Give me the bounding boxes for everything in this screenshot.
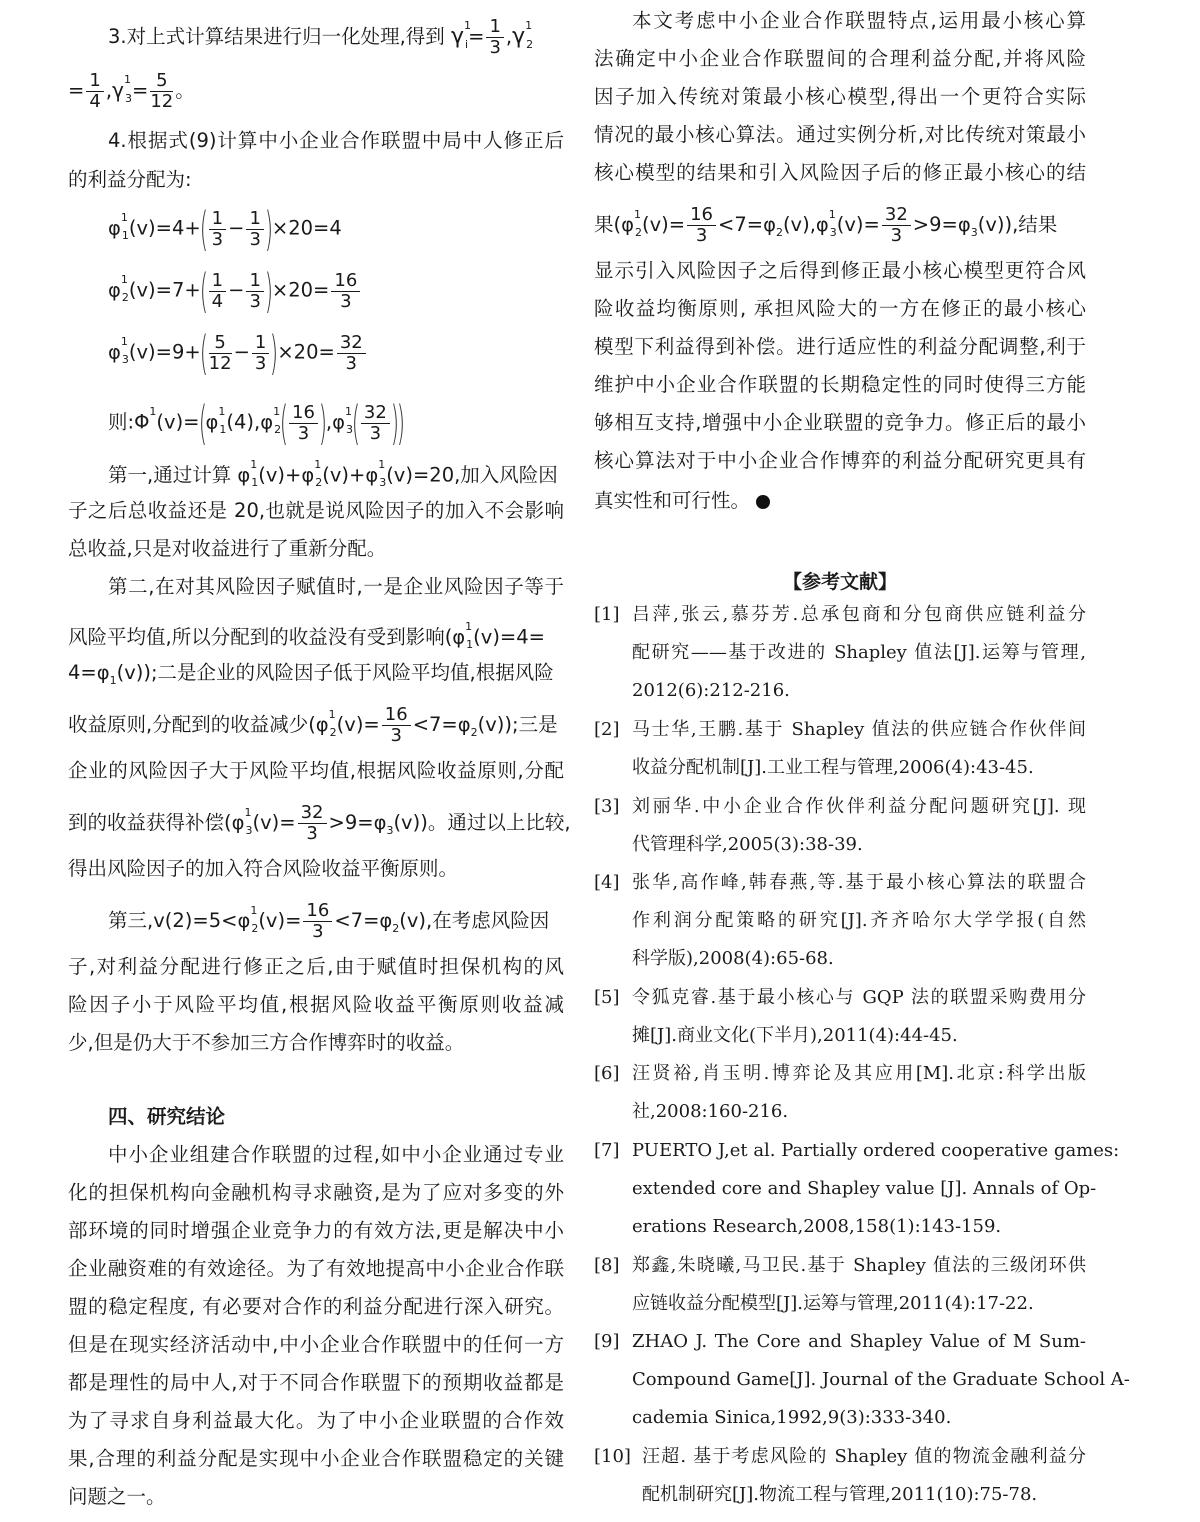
reference-line: Compound Game[J]. Journal of the Graduate School A- bbox=[632, 1369, 1130, 1390]
reference-line: 应链收益分配模型[J].运筹与管理,2011(4):17-22. bbox=[632, 1293, 1034, 1314]
equation-Phi: 则$:\Phi^1(v)=(\varphi^1_1(4),\varphi^1_2$( $\frac{16}{3}$ )$,\varphi^1_3$( $\frac{32}{3}$ )) bbox=[108, 396, 405, 450]
paragraph-line: 中小企业组建合作联盟的过程,如中小企业通过专业 bbox=[108, 1143, 564, 1166]
reference-line: 收益分配机制[J].工业工程与管理,2006(4):43-45. bbox=[632, 757, 1034, 778]
paragraph-line: 都是理性的局中人,对于不同合作联盟下的预期收益都是 bbox=[68, 1371, 564, 1394]
gamma-3: $,\gamma^1_3$ bbox=[105, 73, 132, 105]
section-heading: 四、研究结论 bbox=[108, 1105, 226, 1128]
paragraph-line: 子,对利益分配进行修正之后,由于赋值时担保机构的风 bbox=[68, 955, 564, 978]
paragraph-line: 核心算法对于中小企业合作博弈的利益分配研究更具有 bbox=[594, 449, 1086, 472]
fraction: $\frac{5}{12}$ bbox=[150, 70, 174, 112]
reference-line: 作利润分配策略的研究[J].齐齐哈尔大学学报(自然 bbox=[632, 910, 1086, 931]
fraction: $\frac{1}{3}$ bbox=[486, 18, 503, 57]
paragraph-line: 收益原则,分配到的收益减少($\varphi^1_2(v)=$ $\frac{16}{3}$ $<7=\varphi_2(v)$);三是 bbox=[68, 704, 558, 746]
reference-line: 摊[J].商业文化(下半月),2011(4):44-45. bbox=[632, 1025, 958, 1046]
equation-phi1: $\varphi^1_1(v)=4+$( $\frac{1}{3}$ − $\frac{1}{3}$ )×20=4 bbox=[108, 202, 342, 256]
paragraph-line: 核心模型的结果和引入风险因子后的修正最小核心的结 bbox=[594, 161, 1086, 184]
paragraph-line: 企业融资难的有效途径。为了有效地提高中小企业合作联 bbox=[68, 1257, 564, 1280]
paragraph-line: 险因子小于风险平均值,根据风险收益平衡原则收益减 bbox=[68, 993, 564, 1016]
reference-number: [3] bbox=[594, 796, 620, 817]
reference-number: [2] bbox=[594, 719, 620, 740]
paragraph-line: 子之后总收益还是 20,也就是说风险因子的加入不会影响 bbox=[68, 499, 564, 522]
paragraph-line: 本文考虑中小企业合作联盟特点,运用最小核心算 bbox=[632, 9, 1086, 32]
equation-phi2: $\varphi^1_2(v)=7+$( $\frac{1}{4}$ − $\frac{1}{3}$ )×20= $\frac{16}{3}$ bbox=[108, 268, 362, 314]
gamma-2: $\gamma^1_2$ bbox=[512, 18, 534, 52]
reference-line: 令狐克睿.基于最小核心与 GQP 法的联盟采购费用分 bbox=[632, 987, 1086, 1008]
reference-number: [7] bbox=[594, 1140, 620, 1161]
paragraph-line: 到的收益获得补偿($\varphi^1_3(v)=$ $\frac{32}{3}$ $>9=\varphi_3(v)$)。通过以上比较, bbox=[68, 802, 571, 844]
paragraph-line: 真实性和可行性。 bbox=[594, 488, 770, 514]
reference-item bbox=[594, 603, 1086, 717]
text: 3.对上式计算结果进行归一化处理,得到 bbox=[108, 25, 445, 48]
reference-line: 科学版),2008(4):65-68. bbox=[632, 948, 834, 969]
paragraph-line: 维护中小企业合作联盟的长期稳定性的同时使得三方能 bbox=[594, 373, 1086, 396]
reference-line: 张华,高作峰,韩春燕,等.基于最小核心算法的联盟合 bbox=[632, 872, 1086, 893]
reference-line: 吕萍,张云,慕芬芳.总承包商和分包商供应链利益分 bbox=[632, 604, 1086, 625]
paragraph-line: 风险平均值,所以分配到的收益没有受到影响($\varphi^1_1(v)=4=$ bbox=[68, 620, 546, 652]
reference-line: cademia Sinica,1992,9(3):333-340. bbox=[632, 1407, 952, 1428]
gamma-1: $\gamma^1_i$ bbox=[451, 18, 472, 52]
reference-line: 刘丽华.中小企业合作伙伴利益分配问题研究[J]. 现 bbox=[632, 796, 1086, 817]
paragraph-line: 第二,在对其风险因子赋值时,一是企业风险因子等于 bbox=[108, 575, 564, 598]
paragraph-line: 险收益均衡原则, 承担风险大的一方在修正的最小核心 bbox=[594, 297, 1086, 320]
fraction: $\frac{1}{4}$ bbox=[86, 72, 103, 111]
paragraph-line: 果,合理的利益分配是实现中小企业合作联盟稳定的关键 bbox=[68, 1447, 564, 1470]
reference-number: [9] bbox=[594, 1331, 620, 1352]
paragraph-line: 部环境的同时增强企业竞争力的有效方法,更是解决中小 bbox=[68, 1219, 564, 1242]
reference-item bbox=[594, 1139, 1120, 1253]
paragraph-line: 第一,通过计算 $\varphi^1_1(v)+\varphi^1_2(v)+\varphi^1_3(v)=20$,加入风险因 bbox=[108, 458, 558, 490]
paragraph-line: 少,但是仍大于不参加三方合作博弈时的收益。 bbox=[68, 1031, 465, 1054]
paragraph-line: $4=\varphi_1(v)$);二是企业的风险因子低于风险平均值,根据风险 bbox=[68, 661, 554, 687]
reference-item bbox=[594, 986, 1086, 1062]
reference-line: extended core and Shapley value [J]. Annals of Op- bbox=[632, 1178, 1097, 1199]
reference-line: 马士华,王鹏.基于 Shapley 值法的供应链合作伙伴间 bbox=[632, 719, 1086, 740]
reference-line: PUERTO J,et al. Partially ordered cooperative games: bbox=[632, 1140, 1120, 1161]
reference-line: 配研究——基于改进的 Shapley 值法[J].运筹与管理, bbox=[632, 642, 1086, 663]
reference-item bbox=[594, 1254, 1086, 1330]
paragraph-line: 4.根据式(9)计算中小企业合作联盟中局中人修正后 bbox=[108, 129, 564, 152]
paragraph-line: 果($\varphi^1_2(v)=$ $\frac{16}{3}$ $<7=\varphi_2(v),\varphi^1_3(v)=$ $\frac{32}{3}$ $>9=\varphi_3(v)$),结果 bbox=[594, 204, 1058, 246]
paragraph-line: 因子加入传统对策最小核心模型,得出一个更符合实际 bbox=[594, 85, 1086, 108]
reference-item bbox=[594, 795, 1086, 871]
paragraph-line: 显示引入风险因子之后得到修正最小核心模型更符合风 bbox=[594, 259, 1086, 282]
end-bullet-icon bbox=[756, 495, 770, 509]
paragraph-line: 得出风险因子的加入符合风险收益平衡原则。 bbox=[68, 857, 459, 880]
reference-line: 2012(6):212-216. bbox=[632, 680, 790, 701]
paragraph-line: 化的担保机构向金融机构寻求融资,是为了应对多变的外 bbox=[68, 1181, 564, 1204]
reference-line: 汪贤裕,肖玉明.博弈论及其应用[M].北京:科学出版 bbox=[632, 1063, 1086, 1084]
paragraph-line: 模型下利益得到补偿。进行适应性的利益分配调整,利于 bbox=[594, 335, 1086, 358]
paragraph-line: 的利益分配为: bbox=[68, 168, 192, 191]
reference-line: 社,2008:160-216. bbox=[632, 1101, 789, 1122]
reference-line: ZHAO J. The Core and Shapley Value of M Sum- bbox=[632, 1331, 1086, 1352]
reference-line: 汪超. 基于考虑风险的 Shapley 值的物流金融利益分 bbox=[642, 1446, 1086, 1467]
reference-item bbox=[594, 1445, 1086, 1521]
paragraph-line: 法确定中小企业合作联盟间的合理利益分配,并将风险 bbox=[594, 47, 1086, 70]
norm-line-2: = $\frac{1}{4}$ $,\gamma^1_3=$ $\frac{5}{12}$ 。 bbox=[68, 70, 195, 112]
paragraph-line: 为了寻求自身利益最大化。为了中小企业联盟的合作效 bbox=[68, 1409, 564, 1432]
paragraph-line: 总收益,只是对收益进行了重新分配。 bbox=[68, 537, 387, 560]
references-title: 【参考文献】 bbox=[782, 571, 897, 593]
reference-line: 代管理科学,2005(3):38-39. bbox=[632, 834, 863, 855]
equation-phi3: $\varphi^1_3(v)=9+$( $\frac{5}{12}$ − $\frac{1}{3}$ )×20= $\frac{32}{3}$ bbox=[108, 330, 368, 376]
reference-number: [8] bbox=[594, 1255, 620, 1276]
reference-number: [5] bbox=[594, 987, 620, 1008]
paragraph-line: 够相互支持,增强中小企业联盟的竞争力。修正后的最小 bbox=[594, 411, 1086, 434]
reference-item bbox=[594, 1062, 1086, 1138]
reference-number: [6] bbox=[594, 1063, 620, 1084]
paragraph-line: 但是在现实经济活动中,中小企业合作联盟中的任何一方 bbox=[68, 1333, 564, 1356]
reference-number: [10] bbox=[594, 1446, 631, 1467]
reference-number: [1] bbox=[594, 604, 620, 625]
reference-line: 配机制研究[J].物流工程与管理,2011(10):75-78. bbox=[642, 1484, 1038, 1505]
reference-number: [4] bbox=[594, 872, 620, 893]
paragraph-line: 盟的稳定程度, 有必要对合作的利益分配进行深入研究。 bbox=[68, 1295, 564, 1318]
paragraph-line: 问题之一。 bbox=[68, 1485, 166, 1508]
reference-item bbox=[594, 718, 1086, 794]
paragraph-line: 情况的最小核心算法。通过实例分析,对比传统对策最小 bbox=[594, 123, 1086, 146]
paragraph-line: 企业的风险因子大于风险平均值,根据风险收益原则,分配 bbox=[68, 759, 564, 782]
reference-line: erations Research,2008,158(1):143-159. bbox=[632, 1216, 1002, 1237]
paragraph-line: 第三$,v(2)=5<\varphi^1_2(v)=$ $\frac{16}{3}$ $<7=\varphi_2(v)$,在考虑风险因 bbox=[108, 900, 550, 942]
reference-item bbox=[594, 871, 1086, 985]
reference-line: 郑鑫,朱晓曦,马卫民.基于 Shapley 值法的三级闭环供 bbox=[632, 1255, 1086, 1276]
norm-line-1: 3.对上式计算结果进行归一化处理,得到 $\gamma^1_i=$ $\frac{1}{3}$ $,\gamma^1_2$ bbox=[108, 16, 534, 58]
reference-item bbox=[594, 1330, 1130, 1444]
